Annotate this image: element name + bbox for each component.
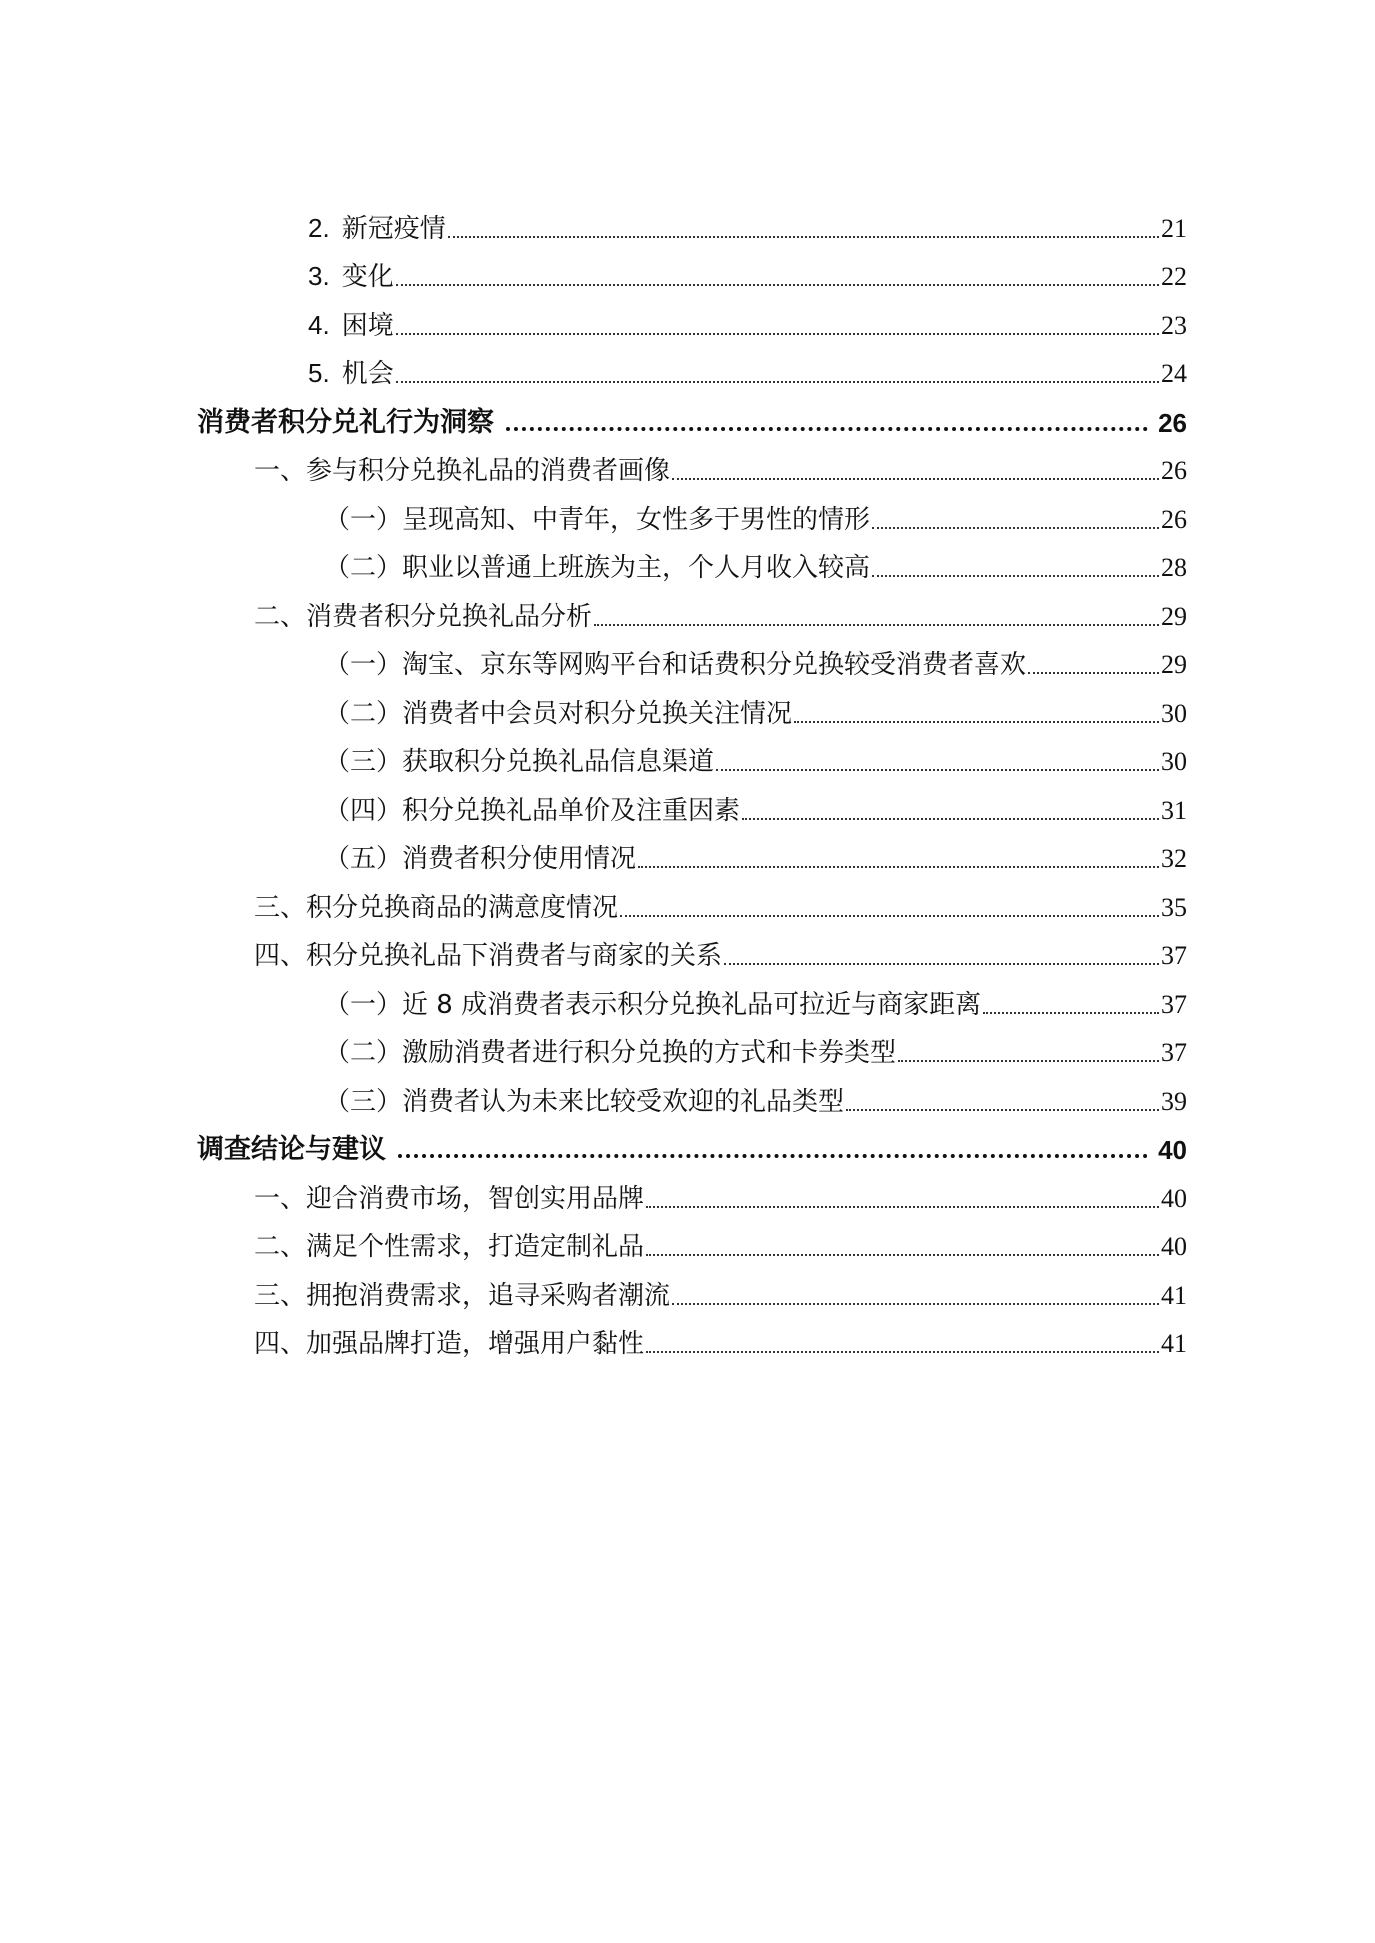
toc-entry-title: （二）消费者中会员对积分兑换关注情况 <box>324 698 793 729</box>
toc-entry-title: 三、拥抱消费需求，追寻采购者潮流 <box>254 1280 671 1311</box>
toc-entry-page: 26 <box>1161 504 1187 534</box>
dot-leader <box>396 284 1159 286</box>
toc-entry-title: 一、参与积分兑换礼品的消费者画像 <box>254 456 671 486</box>
table-of-contents <box>197 196 1187 1360</box>
toc-entry-title: 4. 困境 <box>308 309 394 341</box>
toc-subsection[interactable] <box>197 972 1187 1021</box>
dot-leader <box>646 1351 1159 1353</box>
toc-section[interactable] <box>197 584 1187 633</box>
dot-leader <box>846 1109 1159 1111</box>
toc-entry-title: 消费者积分兑礼行为洞察 <box>197 406 494 438</box>
toc-section[interactable] <box>197 1166 1187 1215</box>
toc-entry-title: 二、消费者积分兑换礼品分析 <box>254 601 593 632</box>
toc-entry-page: 28 <box>1161 553 1187 582</box>
toc-entry-page: 24 <box>1161 359 1187 388</box>
toc-entry-page: 32 <box>1161 844 1187 873</box>
toc-entry-page: 30 <box>1161 747 1187 776</box>
toc-entry-page: 30 <box>1161 698 1187 728</box>
dot-leader <box>396 333 1159 335</box>
toc-entry-page: 29 <box>1161 601 1187 631</box>
dot-leader <box>646 1206 1159 1208</box>
toc-subsection[interactable] <box>197 1069 1187 1118</box>
toc-entry-page: 31 <box>1161 795 1187 825</box>
dot-leader <box>620 915 1159 917</box>
toc-entry-page: 37 <box>1161 1038 1187 1067</box>
toc-entry-title: 二、满足个性需求，打造定制礼品 <box>254 1232 645 1262</box>
toc-entry-title: （二）职业以普通上班族为主，个人月收入较高 <box>324 553 871 583</box>
dot-leader <box>872 575 1159 577</box>
toc-entry-page: 22 <box>1161 262 1187 291</box>
dot-leader <box>872 527 1159 529</box>
dot-leader <box>898 1060 1159 1062</box>
toc-chapter[interactable] <box>197 390 1187 439</box>
toc-entry-title: （一）呈现高知、中青年，女性多于男性的情形 <box>324 504 871 535</box>
toc-subsection[interactable] <box>197 730 1187 779</box>
toc-section[interactable] <box>197 1215 1187 1264</box>
dot-leader <box>672 1303 1159 1305</box>
dot-leader <box>448 236 1159 238</box>
toc-entry-title: （三）获取积分兑换礼品信息渠道 <box>324 747 715 777</box>
toc-entry[interactable] <box>197 245 1187 294</box>
toc-entry[interactable] <box>197 196 1187 245</box>
toc-entry-page: 39 <box>1161 1086 1187 1116</box>
toc-entry-title: 四、积分兑换礼品下消费者与商家的关系 <box>254 941 723 971</box>
dot-leader <box>672 478 1159 480</box>
toc-entry-page: 37 <box>1161 989 1187 1019</box>
toc-entry-number: 5. <box>308 358 330 388</box>
toc-entry-title: 三、积分兑换商品的满意度情况 <box>254 892 619 923</box>
dot-leader <box>506 427 1148 431</box>
toc-entry-page: 23 <box>1161 310 1187 340</box>
toc-entry-title: 调查结论与建议 <box>197 1134 386 1165</box>
toc-entry-title: （一）淘宝、京东等网购平台和话费积分兑换较受消费者喜欢 <box>324 650 1027 680</box>
toc-chapter[interactable] <box>197 1118 1187 1167</box>
toc-entry-number: 2. <box>308 212 330 243</box>
toc-entry-page: 40 <box>1161 1183 1187 1213</box>
dot-leader <box>983 1012 1159 1014</box>
toc-entry-title: （四）积分兑换礼品单价及注重因素 <box>324 795 741 826</box>
toc-entry-page: 41 <box>1161 1280 1187 1310</box>
toc-entry-number: 3. <box>308 261 330 291</box>
toc-entry-title: 2. 新冠疫情 <box>308 212 446 244</box>
dot-leader <box>794 721 1159 723</box>
toc-subsection[interactable] <box>197 1021 1187 1070</box>
toc-entry-page: 37 <box>1161 941 1187 970</box>
toc-section[interactable] <box>197 1263 1187 1312</box>
dot-leader <box>742 818 1159 820</box>
toc-subsection[interactable] <box>197 827 1187 876</box>
toc-entry-title: 四、加强品牌打造，增强用户黏性 <box>254 1329 645 1359</box>
toc-entry-number: 4. <box>308 309 330 340</box>
toc-entry-title: （三）消费者认为未来比较受欢迎的礼品类型 <box>324 1086 845 1117</box>
dot-leader <box>646 1254 1159 1256</box>
dot-leader <box>724 963 1159 965</box>
toc-subsection[interactable] <box>197 633 1187 682</box>
toc-entry[interactable] <box>197 293 1187 342</box>
toc-subsection[interactable] <box>197 536 1187 585</box>
toc-section[interactable] <box>197 439 1187 488</box>
toc-subsection[interactable] <box>197 778 1187 827</box>
dot-leader <box>716 769 1159 771</box>
toc-entry-title: 5. 机会 <box>308 358 394 389</box>
dot-leader <box>594 624 1159 626</box>
toc-entry-title: 一、迎合消费市场，智创实用品牌 <box>254 1183 645 1214</box>
toc-subsection[interactable] <box>197 487 1187 536</box>
toc-entry[interactable] <box>197 342 1187 391</box>
toc-section[interactable] <box>197 924 1187 973</box>
toc-section[interactable] <box>197 875 1187 924</box>
toc-entry-page: 26 <box>1158 407 1187 438</box>
toc-entry-page: 21 <box>1161 213 1187 243</box>
toc-subsection[interactable] <box>197 681 1187 730</box>
dot-leader <box>396 381 1159 383</box>
toc-entry-page: 40 <box>1158 1135 1187 1165</box>
toc-entry-page: 26 <box>1161 456 1187 485</box>
toc-entry-page: 40 <box>1161 1232 1187 1261</box>
toc-entry-title: 3. 变化 <box>308 261 394 292</box>
toc-entry-title: （一）近 8 成消费者表示积分兑换礼品可拉近与商家距离 <box>324 989 982 1020</box>
dot-leader <box>398 1154 1148 1158</box>
toc-entry-page: 29 <box>1161 650 1187 679</box>
dot-leader <box>1028 672 1159 674</box>
toc-entry-title: （五）消费者积分使用情况 <box>324 844 637 874</box>
toc-entry-page: 41 <box>1161 1329 1187 1358</box>
toc-section[interactable] <box>197 1312 1187 1361</box>
dot-leader <box>638 866 1159 868</box>
toc-entry-title: （二）激励消费者进行积分兑换的方式和卡券类型 <box>324 1038 897 1068</box>
toc-entry-page: 35 <box>1161 892 1187 922</box>
